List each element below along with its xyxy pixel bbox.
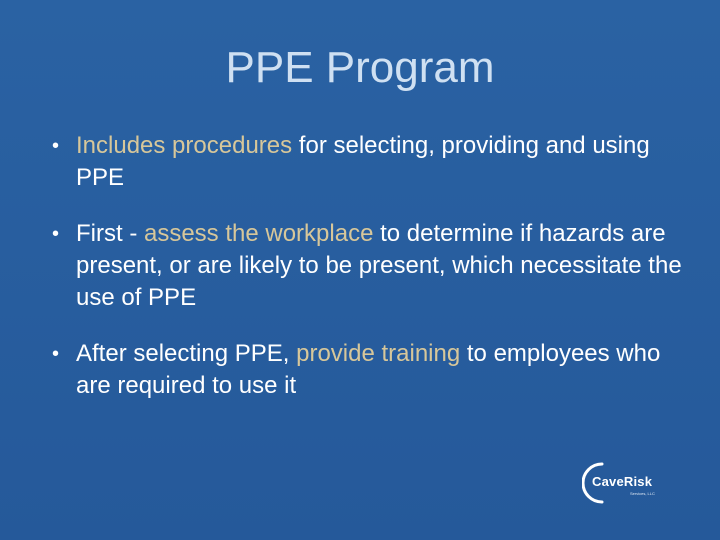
bullet-list xyxy=(48,130,688,426)
bullet-item-procedures xyxy=(48,130,688,194)
caverisk-logo xyxy=(582,460,662,504)
bullet-item-training xyxy=(48,338,688,402)
bullet-text-pre: After selecting PPE, xyxy=(76,340,297,367)
bullet-highlight: provide training xyxy=(296,340,461,367)
bullet-icon: • xyxy=(52,223,60,245)
bullet-text-post: to employees who are required to use it xyxy=(76,340,661,399)
logo-subtext: Services, LLC xyxy=(630,491,655,496)
bullet-text-post: to determine if hazards are present, or are likely to be present, which necessitate the use of PPE xyxy=(76,220,682,311)
bullet-item-assess xyxy=(48,218,688,314)
logo-text: CaveRisk xyxy=(592,474,653,489)
bullet-highlight: assess the workplace xyxy=(143,220,374,247)
bullet-icon: • xyxy=(52,343,60,365)
bullet-icon: • xyxy=(52,135,60,157)
slide-title: PPE Program xyxy=(225,43,495,92)
bullet-text-pre: First - xyxy=(76,220,144,247)
bullet-highlight: Includes procedures xyxy=(76,132,293,159)
bullet-text-post: for selecting, providing and using PPE xyxy=(76,132,650,191)
